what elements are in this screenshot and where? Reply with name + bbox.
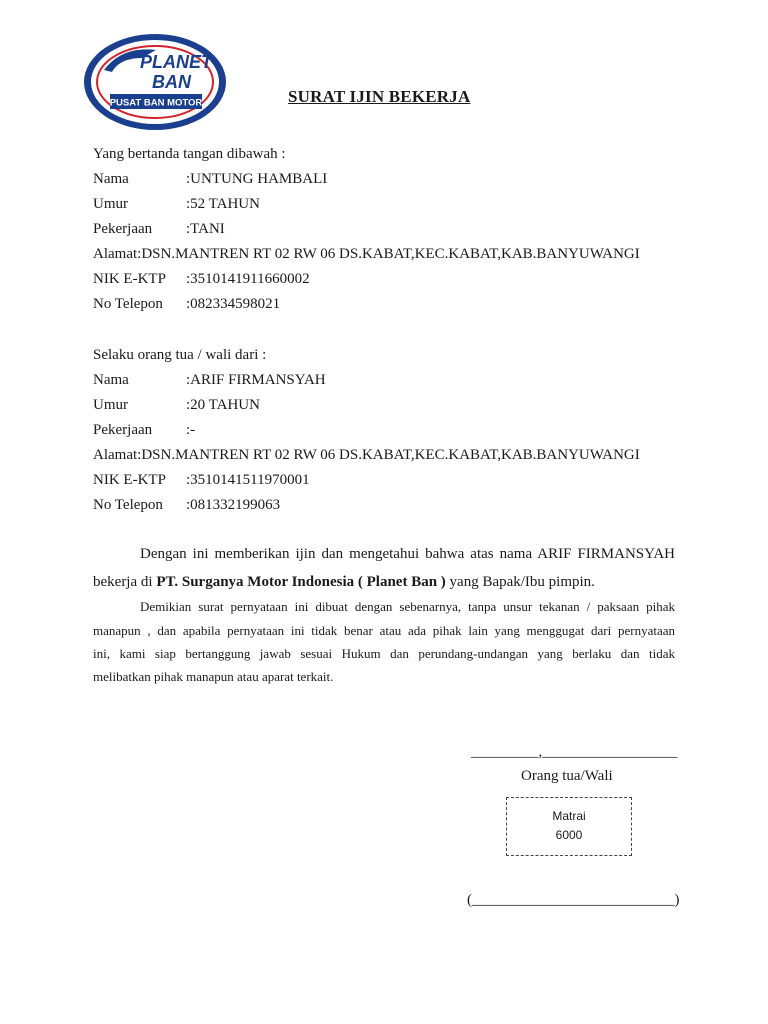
logo-brand-top: PLANET bbox=[140, 52, 212, 72]
field-label: Nama bbox=[93, 372, 129, 388]
guardian-intro-text: Selaku orang tua / wali dari : bbox=[93, 347, 267, 363]
child-nama-row bbox=[93, 372, 326, 389]
field-value: :ARIF FIRMANSYAH bbox=[186, 372, 326, 388]
logo-brand-bottom: BAN bbox=[152, 72, 191, 92]
duty-stamp-box bbox=[506, 797, 632, 856]
child-pekerjaan-row bbox=[93, 422, 195, 439]
place-date-line: _________,__________________ bbox=[471, 744, 678, 760]
logo-tagline: PUSAT BAN MOTOR bbox=[109, 97, 203, 109]
field-label: Pekerjaan bbox=[93, 422, 153, 438]
signer-umur-row bbox=[93, 196, 260, 213]
document-title: SURAT IJIN BEKERJA bbox=[288, 87, 471, 106]
field-label: NIK E-KTP bbox=[93, 472, 166, 488]
company-name: PT. Surganya Motor Indonesia ( Planet Ban ) bbox=[156, 574, 446, 590]
field-value: :081332199063 bbox=[186, 497, 281, 513]
field-value: :20 TAHUN bbox=[186, 397, 260, 413]
field-label: No Telepon bbox=[93, 497, 163, 513]
intro-text: Yang bertanda tangan dibawah : bbox=[93, 146, 286, 162]
field-label: No Telepon bbox=[93, 296, 163, 312]
field-label: Umur bbox=[93, 397, 128, 413]
field-label: Umur bbox=[93, 196, 128, 212]
field-value: :- bbox=[186, 422, 196, 438]
child-umur-row bbox=[93, 397, 260, 414]
field-label: Nama bbox=[93, 171, 129, 187]
signer-nama-row bbox=[93, 171, 327, 188]
child-alamat-row: Alamat:DSN.MANTREN RT 02 RW 06 DS.KABAT,KEC.KABAT,KAB.BANYUWANGI bbox=[93, 447, 640, 463]
field-label: Pekerjaan bbox=[93, 221, 153, 237]
statement-line-3: ini, kami siap bertanggung jawab sesuai Hukum dan perundang-undangan yang berlaku dan tidak bbox=[93, 646, 675, 661]
field-value: :TANI bbox=[186, 221, 225, 237]
signature-name-line: (___________________________) bbox=[467, 892, 680, 908]
statement-line-4: melibatkan pihak manapun atau aparat terkait. bbox=[93, 669, 334, 684]
company-suffix: yang Bapak/Ibu pimpin. bbox=[445, 574, 595, 590]
field-value: :52 TAHUN bbox=[186, 196, 260, 212]
signer-telepon-row bbox=[93, 296, 280, 313]
statement-line-1: Demikian surat pernyataan ini dibuat dengan sebenarnya, tanpa unsur tekanan / paksaan pihak bbox=[140, 599, 675, 614]
permission-paragraph-line2 bbox=[93, 574, 675, 591]
signer-role: Orang tua/Wali bbox=[521, 768, 613, 784]
field-value: :3510141511970001 bbox=[186, 472, 310, 488]
statement-line-2: manapun , dan apabila pernyataan ini tidak benar atau ada pihak lain yang menggugat dari pernyataan bbox=[93, 623, 675, 638]
field-value: :UNTUNG HAMBALI bbox=[186, 171, 328, 187]
child-telepon-row bbox=[93, 497, 280, 514]
planet-ban-logo bbox=[82, 32, 228, 132]
child-nik-row bbox=[93, 472, 310, 489]
field-label: NIK E-KTP bbox=[93, 271, 166, 287]
field-value: :082334598021 bbox=[186, 296, 281, 312]
stamp-value: 6000 bbox=[555, 828, 583, 842]
planet-ban-logo-graphic bbox=[82, 32, 228, 132]
company-prefix: bekerja di bbox=[93, 574, 157, 590]
field-value: :3510141911660002 bbox=[186, 271, 310, 287]
permission-paragraph-line1: Dengan ini memberikan ijin dan mengetahui bahwa atas nama ARIF FIRMANSYAH bbox=[140, 546, 675, 562]
signer-nik-row bbox=[93, 271, 310, 288]
signer-alamat-row: Alamat:DSN.MANTREN RT 02 RW 06 DS.KABAT,KEC.KABAT,KAB.BANYUWANGI bbox=[93, 246, 640, 262]
stamp-label: Matrai bbox=[552, 809, 586, 823]
signer-pekerjaan-row bbox=[93, 221, 225, 238]
